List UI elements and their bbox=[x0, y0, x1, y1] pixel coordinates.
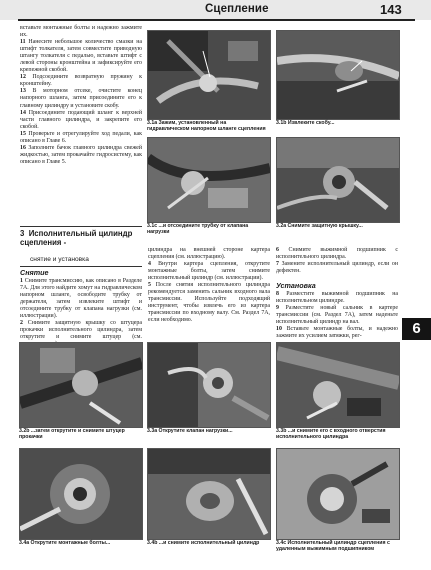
section-subtitle: снятие и установка bbox=[30, 256, 89, 263]
page-title: Сцепление bbox=[205, 3, 269, 15]
para-10: 10 Вставьте монтажные болты, и надежно зажмите их усилием затяжки, рег- bbox=[276, 326, 398, 340]
para-5: 5 После снятия исполнительного цилиндра рекомендуется заменить сальник входного вала трансмиссии. Используйте подходящий инструмент, чтобы извлечь его из картера трансмиссии по входному валу. См. Раздел 7А, если необходимо. bbox=[148, 282, 270, 324]
para-11: 11 Нанесите небольшое количество смазки на штифт толкателя, затем совместите приводную штангу толкателя с педалью, вставьте штифт с левой стороны кронштейна и зафиксируйте его крепежной скобой. bbox=[20, 39, 142, 74]
para-4: 4 Внутри картера сцепления, открутите монтажные болты, затем снимите исполнительный цилиндр (см. иллюстрации). bbox=[148, 261, 270, 282]
para-13: 13 В моторном отсеке, очистите конец напорного шланга, затем присоедините его к главному цилиндру и установите скобу. bbox=[20, 88, 142, 109]
col3-text-top bbox=[276, 247, 398, 275]
caption-3-4b: 3.4b ...и снимите исполнительный цилиндр bbox=[147, 540, 260, 546]
photo-3-2b bbox=[19, 342, 143, 428]
caption-3-3b: 3.3b ...и снимите его с входного отверстия исполнительного цилиндра bbox=[276, 428, 386, 441]
caption-3-4a: 3.4а Открутите монтажные болты... bbox=[19, 540, 111, 546]
page-number: 143 bbox=[380, 2, 402, 17]
chapter-tab: 6 bbox=[402, 318, 431, 340]
section-top-rule bbox=[20, 226, 142, 227]
caption-3-4c: 3.4с Исполнительный цилиндр сцепления с удаленным выжимным подшипником bbox=[276, 540, 390, 553]
para-14: 14 Присоедините подающий шланг к верхней части главного цилиндра, и закрепите его скобой. bbox=[20, 109, 142, 130]
photo-3-1b bbox=[276, 30, 400, 120]
col2-text bbox=[148, 247, 270, 325]
photo-3-3b bbox=[276, 342, 400, 428]
photo-3-4c bbox=[276, 448, 400, 540]
section-heading: 3 Исполнительный цилиндр сцепления - bbox=[20, 229, 133, 247]
para-c2-cont: цилиндра на внешней стороне картера сцепления (см. иллюстрацию). bbox=[148, 247, 270, 261]
para-8: 8 Разместите выжимной подшипник на исполнительном цилиндре. bbox=[276, 291, 398, 305]
para-16: 16 Заполните бачок главного цилиндра свежей жидкостью, затем прокачайте гидросистему, как описано в Главе 5. bbox=[20, 144, 142, 165]
photo-3-1a bbox=[147, 30, 271, 120]
para-15: 15 Проверьте и отрегулируйте ход педали, как описано в Главе 6. bbox=[20, 130, 142, 144]
para-6: 6 Снимите выжимной подшипник с исполнительного цилиндра. bbox=[276, 247, 398, 261]
photo-3-3a bbox=[147, 342, 271, 428]
caption-3-3a: 3.3а Открутите клапан нагрузки... bbox=[147, 428, 233, 434]
caption-3-2a: 3.2а Снимите защитную крышку... bbox=[276, 223, 363, 229]
para-r1: 1 Снимите трансмиссию, как описано в Разделе 7А. Для этого найдите хомут на гидравлическом напорном шланге, освободите трубку от держателя, затем извлеките штифт и отсоедините трубку от клапана нагрузки (см. иллюстрации). bbox=[20, 278, 142, 320]
para-9: 9 Разместите новый сальник в картере трансмиссии (см. Раздел 7А), затем наденьте исполнительный цилиндр на вал. bbox=[276, 305, 398, 326]
photo-3-4b bbox=[147, 448, 271, 540]
para-r2: 2 Снимите защитную крышку со штуцера прокачки исполнительного цилиндра, затем открутите и снимите штуцер (см. bbox=[20, 320, 142, 341]
photo-3-2a bbox=[276, 137, 400, 223]
para-cont: вставьте монтажные болты и надежно зажмите их. bbox=[20, 25, 142, 39]
col1-text bbox=[20, 25, 142, 166]
caption-3-1c: 3.1c ...и отсоедините трубку от клапана нагрузки bbox=[147, 223, 249, 236]
photo-3-4a bbox=[19, 448, 143, 540]
para-7: 7 Замените исполнительный цилиндр, если он дефектен. bbox=[276, 261, 398, 275]
para-12: 12 Подсоедините возвратную пружину к кронштейну. bbox=[20, 74, 142, 88]
section-bottom-rule bbox=[20, 266, 142, 267]
caption-3-1b: 3.1b Извлеките скобу... bbox=[276, 120, 335, 126]
caption-3-1a: 3.1а Зажим, установленный на гидравлическом напорном шланге сцепления bbox=[147, 120, 266, 133]
photo-3-1c bbox=[147, 137, 271, 223]
caption-3-2b: 3.2b ...затем открутите и снимите штуцер прокачки bbox=[19, 428, 125, 441]
removal-heading: Снятие bbox=[20, 268, 49, 277]
install-heading: Установка bbox=[276, 281, 316, 290]
header-rule bbox=[18, 19, 415, 21]
col3-text-bottom bbox=[276, 291, 398, 340]
